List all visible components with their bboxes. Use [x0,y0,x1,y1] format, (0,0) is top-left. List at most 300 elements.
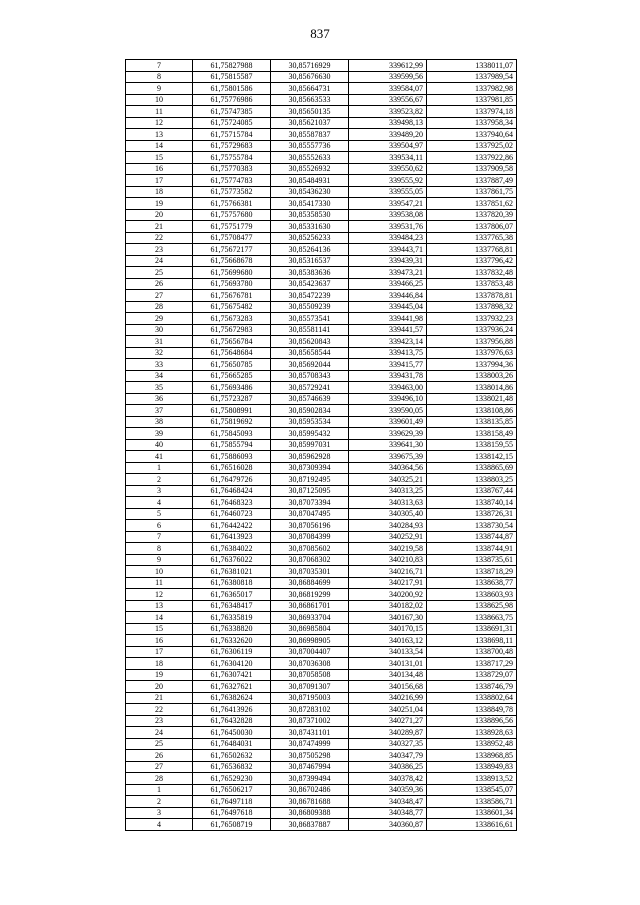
point-number-cell: 1 [126,462,193,474]
table-row [126,163,517,175]
table-row [126,290,517,302]
table-row [126,612,517,624]
table-row [126,738,517,750]
point-number-cell: 27 [126,290,193,302]
latitude-cell: 61,75665285 [193,370,271,382]
latitude-cell: 61,75886093 [193,451,271,463]
table-row [126,416,517,428]
y-coordinate-cell: 1338638,77 [427,577,517,589]
point-number-cell: 21 [126,692,193,704]
latitude-cell: 61,75672177 [193,244,271,256]
point-number-cell: 11 [126,106,193,118]
latitude-cell: 61,75708477 [193,232,271,244]
table-row [126,439,517,451]
x-coordinate-cell: 339473,21 [349,267,427,279]
latitude-cell: 61,75648684 [193,347,271,359]
point-number-cell: 8 [126,71,193,83]
longitude-cell: 30,86809388 [271,807,349,819]
table-row [126,152,517,164]
x-coordinate-cell: 340327,35 [349,738,427,750]
latitude-cell: 61,75723287 [193,393,271,405]
longitude-cell: 30,87431101 [271,727,349,739]
latitude-cell: 61,76338820 [193,623,271,635]
y-coordinate-cell: 1338003,26 [427,370,517,382]
x-coordinate-cell: 339523,82 [349,106,427,118]
latitude-cell: 61,75774783 [193,175,271,187]
point-number-cell: 2 [126,796,193,808]
latitude-cell: 61,75827988 [193,60,271,72]
latitude-cell: 61,76335819 [193,612,271,624]
latitude-cell: 61,75801586 [193,83,271,95]
point-number-cell: 2 [126,474,193,486]
latitude-cell: 61,75650785 [193,359,271,371]
longitude-cell: 30,86837887 [271,819,349,831]
x-coordinate-cell: 339538,08 [349,209,427,221]
table-row [126,704,517,716]
longitude-cell: 30,85587837 [271,129,349,141]
x-coordinate-cell: 340386,25 [349,761,427,773]
table-row [126,750,517,762]
point-number-cell: 23 [126,715,193,727]
x-coordinate-cell: 340305,40 [349,508,427,520]
x-coordinate-cell: 339498,13 [349,117,427,129]
y-coordinate-cell: 1338108,86 [427,405,517,417]
coordinates-table-body [126,60,517,831]
x-coordinate-cell: 340251,04 [349,704,427,716]
y-coordinate-cell: 1337898,32 [427,301,517,313]
latitude-cell: 61,75672983 [193,324,271,336]
x-coordinate-cell: 339531,76 [349,221,427,233]
y-coordinate-cell: 1338135,85 [427,416,517,428]
longitude-cell: 30,87195003 [271,692,349,704]
x-coordinate-cell: 339675,39 [349,451,427,463]
point-number-cell: 10 [126,566,193,578]
longitude-cell: 30,85264136 [271,244,349,256]
x-coordinate-cell: 340313,25 [349,485,427,497]
y-coordinate-cell: 1337982,98 [427,83,517,95]
table-row [126,543,517,555]
longitude-cell: 30,85663533 [271,94,349,106]
table-row [126,382,517,394]
point-number-cell: 28 [126,301,193,313]
latitude-cell: 61,76460723 [193,508,271,520]
longitude-cell: 30,85650135 [271,106,349,118]
point-number-cell: 6 [126,520,193,532]
point-number-cell: 11 [126,577,193,589]
y-coordinate-cell: 1337925,02 [427,140,517,152]
x-coordinate-cell: 340156,68 [349,681,427,693]
x-coordinate-cell: 340167,30 [349,612,427,624]
latitude-cell: 61,75656784 [193,336,271,348]
point-number-cell: 17 [126,646,193,658]
coordinates-table [125,59,517,831]
longitude-cell: 30,87073394 [271,497,349,509]
y-coordinate-cell: 1337976,63 [427,347,517,359]
latitude-cell: 61,75747385 [193,106,271,118]
y-coordinate-cell: 1338603,93 [427,589,517,601]
longitude-cell: 30,86884699 [271,577,349,589]
x-coordinate-cell: 340289,87 [349,727,427,739]
latitude-cell: 61,75766381 [193,198,271,210]
x-coordinate-cell: 339584,07 [349,83,427,95]
longitude-cell: 30,85358530 [271,209,349,221]
point-number-cell: 35 [126,382,193,394]
longitude-cell: 30,87399494 [271,773,349,785]
table-row [126,589,517,601]
longitude-cell: 30,85526932 [271,163,349,175]
latitude-cell: 61,75675482 [193,301,271,313]
latitude-cell: 61,75776986 [193,94,271,106]
point-number-cell: 24 [126,255,193,267]
table-row [126,681,517,693]
table-row [126,106,517,118]
x-coordinate-cell: 339550,62 [349,163,427,175]
x-coordinate-cell: 339547,21 [349,198,427,210]
point-number-cell: 19 [126,669,193,681]
y-coordinate-cell: 1338700,48 [427,646,517,658]
y-coordinate-cell: 1338729,07 [427,669,517,681]
table-row [126,577,517,589]
x-coordinate-cell: 339496,10 [349,393,427,405]
table-row [126,221,517,233]
table-row [126,60,517,72]
y-coordinate-cell: 1337851,62 [427,198,517,210]
x-coordinate-cell: 340217,91 [349,577,427,589]
longitude-cell: 30,85383636 [271,267,349,279]
table-row [126,715,517,727]
x-coordinate-cell: 339413,75 [349,347,427,359]
longitude-cell: 30,85664731 [271,83,349,95]
x-coordinate-cell: 339463,00 [349,382,427,394]
x-coordinate-cell: 339489,20 [349,129,427,141]
x-coordinate-cell: 340252,91 [349,531,427,543]
y-coordinate-cell: 1338744,87 [427,531,517,543]
longitude-cell: 30,87036308 [271,658,349,670]
latitude-cell: 61,75855794 [193,439,271,451]
longitude-cell: 30,87058508 [271,669,349,681]
table-row [126,658,517,670]
x-coordinate-cell: 340210,83 [349,554,427,566]
longitude-cell: 30,87084399 [271,531,349,543]
table-row [126,232,517,244]
table-row [126,336,517,348]
latitude-cell: 61,75808991 [193,405,271,417]
y-coordinate-cell: 1337820,39 [427,209,517,221]
y-coordinate-cell: 1338616,61 [427,819,517,831]
y-coordinate-cell: 1338952,48 [427,738,517,750]
point-number-cell: 21 [126,221,193,233]
point-number-cell: 27 [126,761,193,773]
point-number-cell: 9 [126,83,193,95]
point-number-cell: 9 [126,554,193,566]
point-number-cell: 5 [126,508,193,520]
longitude-cell: 30,87309394 [271,462,349,474]
x-coordinate-cell: 339443,71 [349,244,427,256]
table-row [126,255,517,267]
table-row [126,531,517,543]
x-coordinate-cell: 340271,27 [349,715,427,727]
longitude-cell: 30,87056196 [271,520,349,532]
x-coordinate-cell: 339423,14 [349,336,427,348]
latitude-cell: 61,75729683 [193,140,271,152]
y-coordinate-cell: 1338802,64 [427,692,517,704]
point-number-cell: 39 [126,428,193,440]
longitude-cell: 30,85997031 [271,439,349,451]
longitude-cell: 30,85962928 [271,451,349,463]
longitude-cell: 30,86781688 [271,796,349,808]
longitude-cell: 30,86985804 [271,623,349,635]
y-coordinate-cell: 1338698,11 [427,635,517,647]
table-row [126,485,517,497]
latitude-cell: 61,76304120 [193,658,271,670]
table-row [126,669,517,681]
table-row [126,405,517,417]
y-coordinate-cell: 1338735,61 [427,554,517,566]
table-row [126,497,517,509]
latitude-cell: 61,76306119 [193,646,271,658]
table-row [126,129,517,141]
latitude-cell: 61,76536832 [193,761,271,773]
x-coordinate-cell: 339556,67 [349,94,427,106]
point-number-cell: 13 [126,600,193,612]
point-number-cell: 14 [126,140,193,152]
point-number-cell: 14 [126,612,193,624]
x-coordinate-cell: 339534,11 [349,152,427,164]
x-coordinate-cell: 339446,84 [349,290,427,302]
longitude-cell: 30,87467994 [271,761,349,773]
latitude-cell: 61,75724085 [193,117,271,129]
y-coordinate-cell: 1338849,78 [427,704,517,716]
latitude-cell: 61,76468323 [193,497,271,509]
longitude-cell: 30,87085602 [271,543,349,555]
table-row [126,313,517,325]
longitude-cell: 30,87035301 [271,566,349,578]
x-coordinate-cell: 340133,54 [349,646,427,658]
y-coordinate-cell: 1337922,86 [427,152,517,164]
longitude-cell: 30,85509239 [271,301,349,313]
latitude-cell: 61,75699680 [193,267,271,279]
latitude-cell: 61,76529230 [193,773,271,785]
x-coordinate-cell: 340359,36 [349,784,427,796]
point-number-cell: 37 [126,405,193,417]
point-number-cell: 29 [126,313,193,325]
table-row [126,451,517,463]
table-row [126,198,517,210]
table-row [126,761,517,773]
y-coordinate-cell: 1338730,54 [427,520,517,532]
point-number-cell: 28 [126,773,193,785]
table-row [126,623,517,635]
table-row [126,474,517,486]
point-number-cell: 7 [126,531,193,543]
point-number-cell: 15 [126,623,193,635]
point-number-cell: 25 [126,738,193,750]
x-coordinate-cell: 340364,56 [349,462,427,474]
latitude-cell: 61,75755784 [193,152,271,164]
x-coordinate-cell: 340378,42 [349,773,427,785]
y-coordinate-cell: 1337878,81 [427,290,517,302]
x-coordinate-cell: 340325,21 [349,474,427,486]
table-row [126,209,517,221]
y-coordinate-cell: 1337768,81 [427,244,517,256]
table-row [126,462,517,474]
table-row [126,301,517,313]
y-coordinate-cell: 1337887,49 [427,175,517,187]
table-row [126,267,517,279]
latitude-cell: 61,76502632 [193,750,271,762]
point-number-cell: 3 [126,485,193,497]
longitude-cell: 30,87371002 [271,715,349,727]
point-number-cell: 4 [126,497,193,509]
x-coordinate-cell: 339445,04 [349,301,427,313]
table-row [126,359,517,371]
x-coordinate-cell: 340182,02 [349,600,427,612]
x-coordinate-cell: 339441,57 [349,324,427,336]
y-coordinate-cell: 1338717,29 [427,658,517,670]
latitude-cell: 61,76380818 [193,577,271,589]
y-coordinate-cell: 1338158,49 [427,428,517,440]
point-number-cell: 41 [126,451,193,463]
longitude-cell: 30,85658544 [271,347,349,359]
x-coordinate-cell: 340313,63 [349,497,427,509]
longitude-cell: 30,85708343 [271,370,349,382]
x-coordinate-cell: 339439,31 [349,255,427,267]
table-row [126,370,517,382]
y-coordinate-cell: 1338928,63 [427,727,517,739]
longitude-cell: 30,85417330 [271,198,349,210]
latitude-cell: 61,75693486 [193,382,271,394]
table-row [126,727,517,739]
x-coordinate-cell: 340163,12 [349,635,427,647]
y-coordinate-cell: 1338545,07 [427,784,517,796]
point-number-cell: 3 [126,807,193,819]
latitude-cell: 61,76413926 [193,704,271,716]
y-coordinate-cell: 1337981,85 [427,94,517,106]
table-row [126,508,517,520]
latitude-cell: 61,76327621 [193,681,271,693]
point-number-cell: 32 [126,347,193,359]
longitude-cell: 30,85472239 [271,290,349,302]
x-coordinate-cell: 340134,48 [349,669,427,681]
x-coordinate-cell: 340216,71 [349,566,427,578]
table-row [126,278,517,290]
y-coordinate-cell: 1338021,48 [427,393,517,405]
table-row [126,807,517,819]
latitude-cell: 61,75668678 [193,255,271,267]
point-number-cell: 22 [126,232,193,244]
y-coordinate-cell: 1338865,69 [427,462,517,474]
longitude-cell: 30,86933704 [271,612,349,624]
x-coordinate-cell: 339555,05 [349,186,427,198]
y-coordinate-cell: 1338663,75 [427,612,517,624]
y-coordinate-cell: 1337958,34 [427,117,517,129]
y-coordinate-cell: 1338913,52 [427,773,517,785]
longitude-cell: 30,87125095 [271,485,349,497]
y-coordinate-cell: 1338968,85 [427,750,517,762]
longitude-cell: 30,85552633 [271,152,349,164]
table-row [126,796,517,808]
latitude-cell: 61,76365017 [193,589,271,601]
point-number-cell: 12 [126,117,193,129]
latitude-cell: 61,76332620 [193,635,271,647]
longitude-cell: 30,87091307 [271,681,349,693]
latitude-cell: 61,76381021 [193,566,271,578]
point-number-cell: 1 [126,784,193,796]
y-coordinate-cell: 1338625,98 [427,600,517,612]
y-coordinate-cell: 1337940,64 [427,129,517,141]
point-number-cell: 31 [126,336,193,348]
longitude-cell: 30,85581141 [271,324,349,336]
page-number: 837 [310,26,330,41]
x-coordinate-cell: 340200,92 [349,589,427,601]
point-number-cell: 20 [126,681,193,693]
latitude-cell: 61,75819692 [193,416,271,428]
table-row [126,94,517,106]
latitude-cell: 61,76479726 [193,474,271,486]
point-number-cell: 16 [126,635,193,647]
latitude-cell: 61,76384022 [193,543,271,555]
point-number-cell: 38 [126,416,193,428]
y-coordinate-cell: 1337909,58 [427,163,517,175]
y-coordinate-cell: 1337994,36 [427,359,517,371]
longitude-cell: 30,87505298 [271,750,349,762]
latitude-cell: 61,76432828 [193,715,271,727]
point-number-cell: 12 [126,589,193,601]
longitude-cell: 30,85729241 [271,382,349,394]
table-row [126,117,517,129]
x-coordinate-cell: 340347,79 [349,750,427,762]
x-coordinate-cell: 340219,58 [349,543,427,555]
y-coordinate-cell: 1337796,42 [427,255,517,267]
latitude-cell: 61,75845093 [193,428,271,440]
y-coordinate-cell: 1337832,48 [427,267,517,279]
x-coordinate-cell: 339601,49 [349,416,427,428]
table-row [126,71,517,83]
point-number-cell: 24 [126,727,193,739]
longitude-cell: 30,85676630 [271,71,349,83]
table-row [126,784,517,796]
point-number-cell: 26 [126,278,193,290]
x-coordinate-cell: 339484,23 [349,232,427,244]
y-coordinate-cell: 1338726,31 [427,508,517,520]
point-number-cell: 25 [126,267,193,279]
y-coordinate-cell: 1338586,71 [427,796,517,808]
point-number-cell: 20 [126,209,193,221]
latitude-cell: 61,76348417 [193,600,271,612]
latitude-cell: 61,76516028 [193,462,271,474]
y-coordinate-cell: 1338691,31 [427,623,517,635]
point-number-cell: 17 [126,175,193,187]
longitude-cell: 30,86819299 [271,589,349,601]
x-coordinate-cell: 340348,77 [349,807,427,819]
x-coordinate-cell: 339555,92 [349,175,427,187]
y-coordinate-cell: 1337861,75 [427,186,517,198]
x-coordinate-cell: 339466,25 [349,278,427,290]
latitude-cell: 61,75770383 [193,163,271,175]
latitude-cell: 61,76497118 [193,796,271,808]
point-number-cell: 15 [126,152,193,164]
x-coordinate-cell: 340170,15 [349,623,427,635]
table-row [126,428,517,440]
y-coordinate-cell: 1338949,83 [427,761,517,773]
latitude-cell: 61,75676781 [193,290,271,302]
latitude-cell: 61,76307421 [193,669,271,681]
longitude-cell: 30,87068302 [271,554,349,566]
table-row [126,646,517,658]
table-row [126,819,517,831]
longitude-cell: 30,87004407 [271,646,349,658]
y-coordinate-cell: 1337989,54 [427,71,517,83]
